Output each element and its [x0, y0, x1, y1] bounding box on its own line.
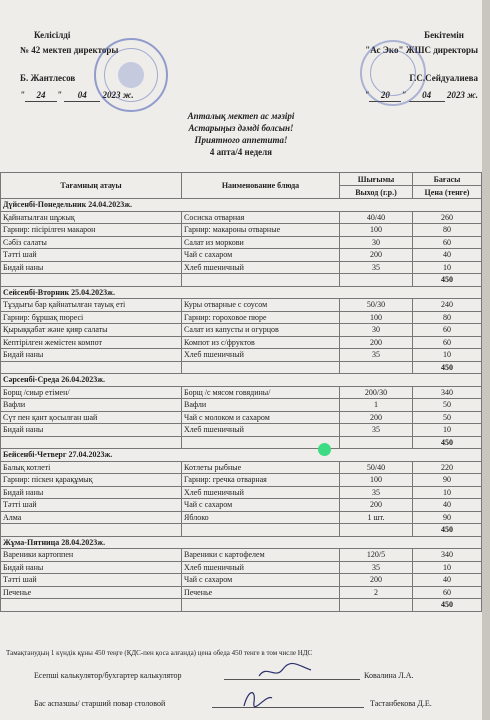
day-title: Сәрсенбі-Среда 26.04.2023ж.: [1, 374, 482, 387]
dish-name-ru: Печенье: [182, 586, 340, 599]
header-name-ru: Наименование блюда: [182, 173, 340, 199]
day-row: [1, 199, 482, 212]
accountant-name: Ковалина Л.А.: [364, 671, 414, 680]
table-row: [1, 224, 482, 237]
header-name-kz: Тағамның атауы: [1, 173, 182, 199]
dish-yield: 35: [340, 561, 413, 574]
dish-yield: 30: [340, 324, 413, 337]
dish-name-kz: Бидай наны: [1, 561, 182, 574]
approval-left-title: Келісілді: [34, 30, 71, 40]
day-row: [1, 286, 482, 299]
dish-name-kz: Тәтті шай: [1, 499, 182, 512]
menu-title: [0, 110, 482, 158]
dish-yield: 35: [340, 349, 413, 362]
empty-cell: [340, 599, 413, 612]
dish-name-ru: Куры отварные с соусом: [182, 299, 340, 312]
header-price-ru: Цена (тенге): [413, 186, 482, 199]
menu-greeting-kz: Астарыңыз дәмді болсын!: [188, 123, 294, 133]
dish-yield: 35: [340, 424, 413, 437]
round-seal-right: [360, 40, 426, 106]
empty-cell: [182, 361, 340, 374]
dish-name-ru: Компот из с/фруктов: [182, 336, 340, 349]
table-row: [1, 586, 482, 599]
approval-left-month: 04: [64, 90, 100, 102]
dish-price: 240: [413, 299, 482, 312]
dish-name-ru: Хлеб пшеничный: [182, 424, 340, 437]
approval-right-month: 04: [409, 90, 445, 102]
dish-name-kz: Балық котлеті: [1, 461, 182, 474]
dish-name-kz: Вафли: [1, 399, 182, 412]
dish-price: 220: [413, 461, 482, 474]
dish-yield: 100: [340, 224, 413, 237]
dish-yield: 35: [340, 486, 413, 499]
empty-cell: [182, 436, 340, 449]
empty-cell: [340, 361, 413, 374]
day-title: Дүйсенбі-Понедельник 24.04.2023ж.: [1, 199, 482, 212]
cook-signature-line: [212, 707, 364, 708]
day-total: 450: [413, 436, 482, 449]
dish-price: 10: [413, 561, 482, 574]
dish-price: 340: [413, 549, 482, 562]
approval-left-year: 2023 ж.: [102, 90, 134, 100]
dish-name-ru: Хлеб пшеничный: [182, 561, 340, 574]
dish-name-kz: Вареники картоппен: [1, 549, 182, 562]
header-price-kz: Бағасы: [413, 173, 482, 186]
dish-name-ru: Яблоко: [182, 511, 340, 524]
dish-name-kz: Тәтті шай: [1, 574, 182, 587]
dish-price: 80: [413, 311, 482, 324]
table-row: [1, 511, 482, 524]
dish-name-ru: Сосиска отварная: [182, 211, 340, 224]
dish-yield: 200/30: [340, 386, 413, 399]
dish-name-ru: Вареники с картофелем: [182, 549, 340, 562]
dish-name-ru: Вафли: [182, 399, 340, 412]
dish-price: 50: [413, 399, 482, 412]
dish-yield: 1 шт.: [340, 511, 413, 524]
table-row: [1, 261, 482, 274]
approval-right-day: 20: [369, 90, 401, 102]
accountant-label: Есепші калькулятор/бухгартер калькулятор: [34, 671, 182, 680]
dish-name-ru: Борщ /с мясом говядины/: [182, 386, 340, 399]
day-title: Сейсенбі-Вторник 25.04.2023ж.: [1, 286, 482, 299]
dish-name-ru: Чай с сахаром: [182, 574, 340, 587]
approval-left-name: Б. Жантлесов: [20, 73, 76, 83]
dish-yield: 1: [340, 399, 413, 412]
dish-name-ru: Гарнир: макароны отварные: [182, 224, 340, 237]
table-row: [1, 549, 482, 562]
cook-signature: [238, 684, 278, 712]
dish-yield: 200: [340, 336, 413, 349]
menu-title-kz: Апталық мектеп ас мәзірі: [187, 111, 295, 121]
empty-cell: [182, 274, 340, 287]
approval-right-year: 2023 ж.: [446, 90, 478, 100]
dish-yield: 50/30: [340, 299, 413, 312]
table-row: [1, 324, 482, 337]
table-row: [1, 561, 482, 574]
approval-right-position: "Ас Эко" ЖШС директоры: [365, 45, 478, 55]
empty-cell: [1, 274, 182, 287]
accountant-signature: [255, 660, 315, 682]
cook-label: Бас аспазшы/ старший повар столовой: [34, 699, 166, 708]
table-row: [1, 211, 482, 224]
dish-price: 60: [413, 324, 482, 337]
dish-name-kz: Бидай наны: [1, 424, 182, 437]
dish-yield: 200: [340, 499, 413, 512]
day-row: [1, 449, 482, 462]
table-row: [1, 236, 482, 249]
table-row: [1, 411, 482, 424]
dish-name-kz: Бидай наны: [1, 349, 182, 362]
approval-left-position: № 42 мектеп директоры: [20, 45, 119, 55]
dish-name-ru: Чай с сахаром: [182, 249, 340, 262]
dish-yield: 120/5: [340, 549, 413, 562]
dish-name-kz: Қырыққабат және қияр салаты: [1, 324, 182, 337]
round-seal-left: [94, 38, 168, 112]
table-row: [1, 386, 482, 399]
empty-cell: [182, 524, 340, 537]
dish-name-ru: Хлеб пшеничный: [182, 261, 340, 274]
approval-right-date: " 20 " 04 2023 ж.: [364, 90, 478, 100]
dish-name-ru: Гарнир: гречка отварная: [182, 474, 340, 487]
empty-cell: [1, 361, 182, 374]
dish-name-ru: Хлеб пшеничный: [182, 349, 340, 362]
total-row: [1, 274, 482, 287]
dish-price: 80: [413, 224, 482, 237]
day-total: 450: [413, 361, 482, 374]
empty-cell: [1, 599, 182, 612]
dish-name-ru: Чай с молоком и сахаром: [182, 411, 340, 424]
dish-price: 40: [413, 574, 482, 587]
dish-price: 60: [413, 586, 482, 599]
dish-name-kz: Гарнир: бұршақ пюресі: [1, 311, 182, 324]
table-header-row-1: [1, 173, 482, 186]
table-row: [1, 486, 482, 499]
dish-price: 90: [413, 511, 482, 524]
dish-name-ru: Чай с сахаром: [182, 499, 340, 512]
total-row: [1, 361, 482, 374]
dish-price: 40: [413, 499, 482, 512]
day-total: 450: [413, 524, 482, 537]
day-row: [1, 374, 482, 387]
dish-name-kz: Борщ /сиыр етімен/: [1, 386, 182, 399]
table-row: [1, 461, 482, 474]
empty-cell: [182, 599, 340, 612]
dish-price: 10: [413, 424, 482, 437]
dish-yield: 2: [340, 586, 413, 599]
dish-price: 10: [413, 486, 482, 499]
dish-name-kz: Сүт пен қант қосылған шай: [1, 411, 182, 424]
dish-price: 50: [413, 411, 482, 424]
dish-yield: 35: [340, 261, 413, 274]
menu-table: [0, 172, 482, 612]
table-row: [1, 349, 482, 362]
dish-price: 340: [413, 386, 482, 399]
dish-name-kz: Печенье: [1, 586, 182, 599]
table-row: [1, 499, 482, 512]
empty-cell: [340, 274, 413, 287]
dish-price: 10: [413, 349, 482, 362]
dish-price: 40: [413, 249, 482, 262]
dish-price: 60: [413, 236, 482, 249]
table-row: [1, 424, 482, 437]
total-row: [1, 599, 482, 612]
dish-name-kz: Бидай наны: [1, 261, 182, 274]
approval-left-day: 24: [25, 90, 57, 102]
empty-cell: [340, 436, 413, 449]
dish-name-ru: Салат из капусты и огурцов: [182, 324, 340, 337]
empty-cell: [1, 436, 182, 449]
dish-name-kz: Тұздығы бар қайнатылған тауық еті: [1, 299, 182, 312]
table-row: [1, 299, 482, 312]
table-row: [1, 336, 482, 349]
dish-yield: 200: [340, 574, 413, 587]
dish-price: 260: [413, 211, 482, 224]
total-row: [1, 436, 482, 449]
dish-yield: 200: [340, 411, 413, 424]
day-total: 450: [413, 599, 482, 612]
day-title: Жұма-Пятница 28.04.2023ж.: [1, 536, 482, 549]
dish-name-kz: Қайнатылған шұжық: [1, 211, 182, 224]
table-row: [1, 574, 482, 587]
header-yield-ru: Выход (г.р.): [340, 186, 413, 199]
menu-greeting-ru: Приятного аппетита!: [194, 135, 288, 145]
day-total: 450: [413, 274, 482, 287]
dish-price: 10: [413, 261, 482, 274]
dish-name-kz: Кептірілген жемістен компот: [1, 336, 182, 349]
dish-name-kz: Гарнир: піскен қарақұмық: [1, 474, 182, 487]
table-row: [1, 311, 482, 324]
green-marker-dot: [318, 443, 331, 456]
dish-name-kz: Алма: [1, 511, 182, 524]
dish-yield: 40/40: [340, 211, 413, 224]
menu-week: 4 апта/4 неделя: [209, 147, 273, 157]
price-note: Тамақтанудың 1 күндік құны 450 теңге (ҚДС-пен қоса алғанда) цена обеда 450 тенге в том числе НДС: [6, 649, 313, 657]
day-title: Бейсенбі-Четверг 27.04.2023ж.: [1, 449, 482, 462]
dish-yield: 30: [340, 236, 413, 249]
dish-name-ru: Гарнир: гороховое пюре: [182, 311, 340, 324]
dish-price: 60: [413, 336, 482, 349]
dish-name-kz: Бидай наны: [1, 486, 182, 499]
dish-name-kz: Тәтті шай: [1, 249, 182, 262]
dish-name-ru: Салат из моркови: [182, 236, 340, 249]
table-row: [1, 249, 482, 262]
empty-cell: [1, 524, 182, 537]
approval-left-date: " 24 " 04 2023 ж.: [20, 90, 134, 100]
dish-yield: 100: [340, 474, 413, 487]
dish-name-kz: Сәбіз салаты: [1, 236, 182, 249]
approval-right-name: Г.С.Сейдуалиева: [409, 73, 478, 83]
day-row: [1, 536, 482, 549]
dish-price: 90: [413, 474, 482, 487]
total-row: [1, 524, 482, 537]
dish-yield: 50/40: [340, 461, 413, 474]
dish-name-ru: Хлеб пшеничный: [182, 486, 340, 499]
dish-yield: 200: [340, 249, 413, 262]
dish-yield: 100: [340, 311, 413, 324]
table-row: [1, 474, 482, 487]
dish-name-ru: Котлеты рыбные: [182, 461, 340, 474]
approval-right-title: Бекітемін: [424, 30, 464, 40]
header-yield-kz: Шығымы: [340, 173, 413, 186]
dish-name-kz: Гарнир: пісірілген макарон: [1, 224, 182, 237]
empty-cell: [340, 524, 413, 537]
table-row: [1, 399, 482, 412]
cook-name: Тастанбекова Д.Е.: [370, 699, 432, 708]
